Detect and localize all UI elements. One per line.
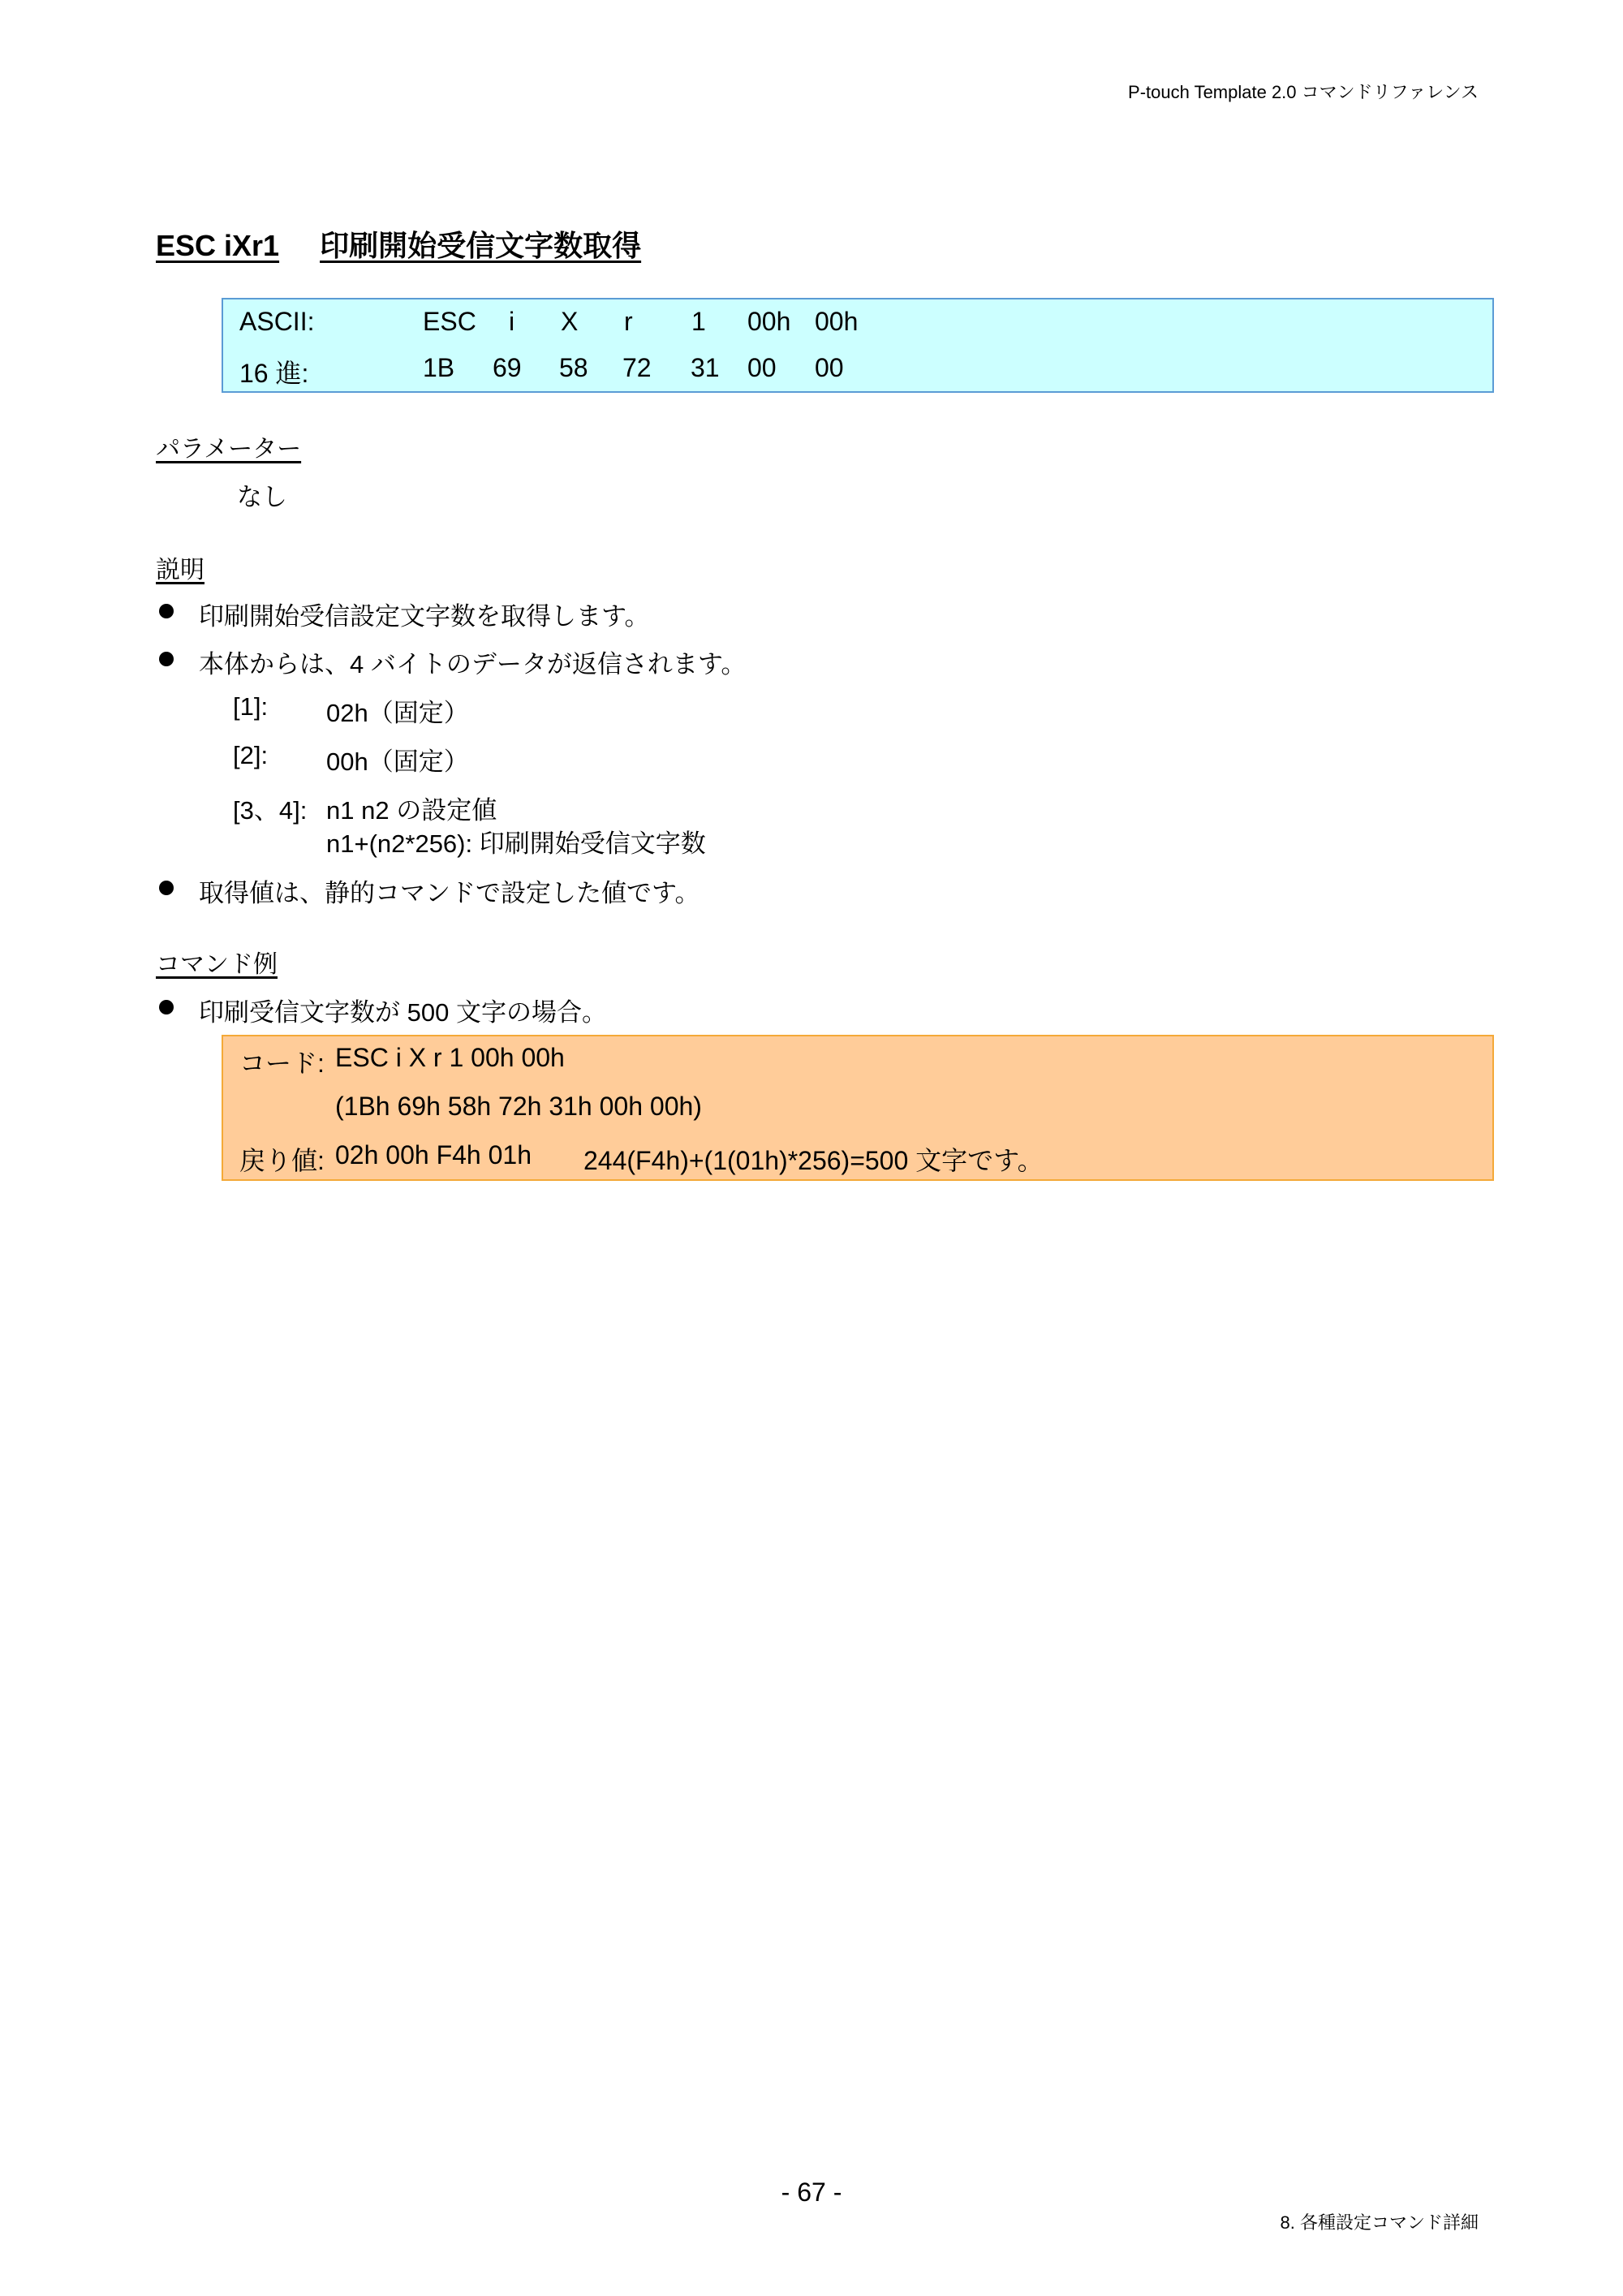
ascii-label: ASCII: <box>239 307 315 336</box>
byte-index: [2]: <box>233 741 269 769</box>
ascii-value: 1 <box>691 307 706 336</box>
code-label: コード: <box>239 1049 325 1078</box>
command-format-box <box>222 298 1494 393</box>
hex-label: 16 進: <box>239 359 309 388</box>
byte-description: 00h（固定） <box>326 747 469 776</box>
return-note: 244(F4h)+(1(01h)*256)=500 文字です。 <box>583 1146 1044 1175</box>
ascii-value: i <box>509 307 515 336</box>
return-value: 02h 00h F4h 01h <box>335 1140 532 1170</box>
example-heading: コマンド例 <box>156 951 278 978</box>
hex-value: 1B <box>423 353 455 382</box>
section-footer: 8. 各種設定コマンド詳細 <box>1280 2212 1479 2233</box>
ascii-value: r <box>624 307 633 336</box>
bullet-icon <box>159 652 174 666</box>
hex-value: 00 <box>815 353 844 382</box>
parameters-heading: パラメーター <box>156 436 302 463</box>
page-title <box>156 223 641 265</box>
return-label: 戻り値: <box>239 1146 325 1175</box>
command-name: ESC iXr1 <box>156 229 280 262</box>
parameters-value: なし <box>237 483 287 511</box>
bullet-icon <box>159 881 174 895</box>
ascii-value: ESC <box>423 307 476 336</box>
command-description: 印刷開始受信文字数取得 <box>320 229 642 262</box>
byte-description: 02h（固定） <box>326 699 469 727</box>
document-header: P-touch Template 2.0 コマンドリファレンス <box>1128 82 1479 102</box>
ascii-value: 00h <box>815 307 859 336</box>
bullet-icon <box>159 604 174 618</box>
description-heading: 説明 <box>156 557 204 584</box>
hex-value: 31 <box>691 353 720 382</box>
hex-value: 00 <box>747 353 777 382</box>
bullet-icon <box>159 1000 174 1014</box>
ascii-value: 00h <box>747 307 791 336</box>
code-value: ESC i X r 1 00h 00h <box>335 1043 565 1072</box>
hex-value: 72 <box>622 353 652 382</box>
page-number: - 67 - <box>781 2178 842 2207</box>
hex-value: 69 <box>493 353 522 382</box>
byte-description: n1 n2 の設定値 <box>326 796 497 825</box>
byte-index: [1]: <box>233 692 269 721</box>
ascii-value: X <box>561 307 579 336</box>
description-bullet: 印刷開始受信設定文字数を取得します。 <box>199 602 650 631</box>
description-bullet: 本体からは、4 バイトのデータが返信されます。 <box>199 650 747 678</box>
code-hex: (1Bh 69h 58h 72h 31h 00h 00h) <box>335 1092 702 1121</box>
example-box <box>222 1035 1494 1181</box>
description-bullet: 取得値は、静的コマンドで設定した値です。 <box>199 879 700 907</box>
byte-index: [3、4]: <box>233 796 308 825</box>
example-bullet: 印刷受信文字数が 500 文字の場合。 <box>199 998 607 1027</box>
byte-formula: n1+(n2*256): 印刷開始受信文字数 <box>326 829 706 858</box>
hex-value: 58 <box>559 353 588 382</box>
